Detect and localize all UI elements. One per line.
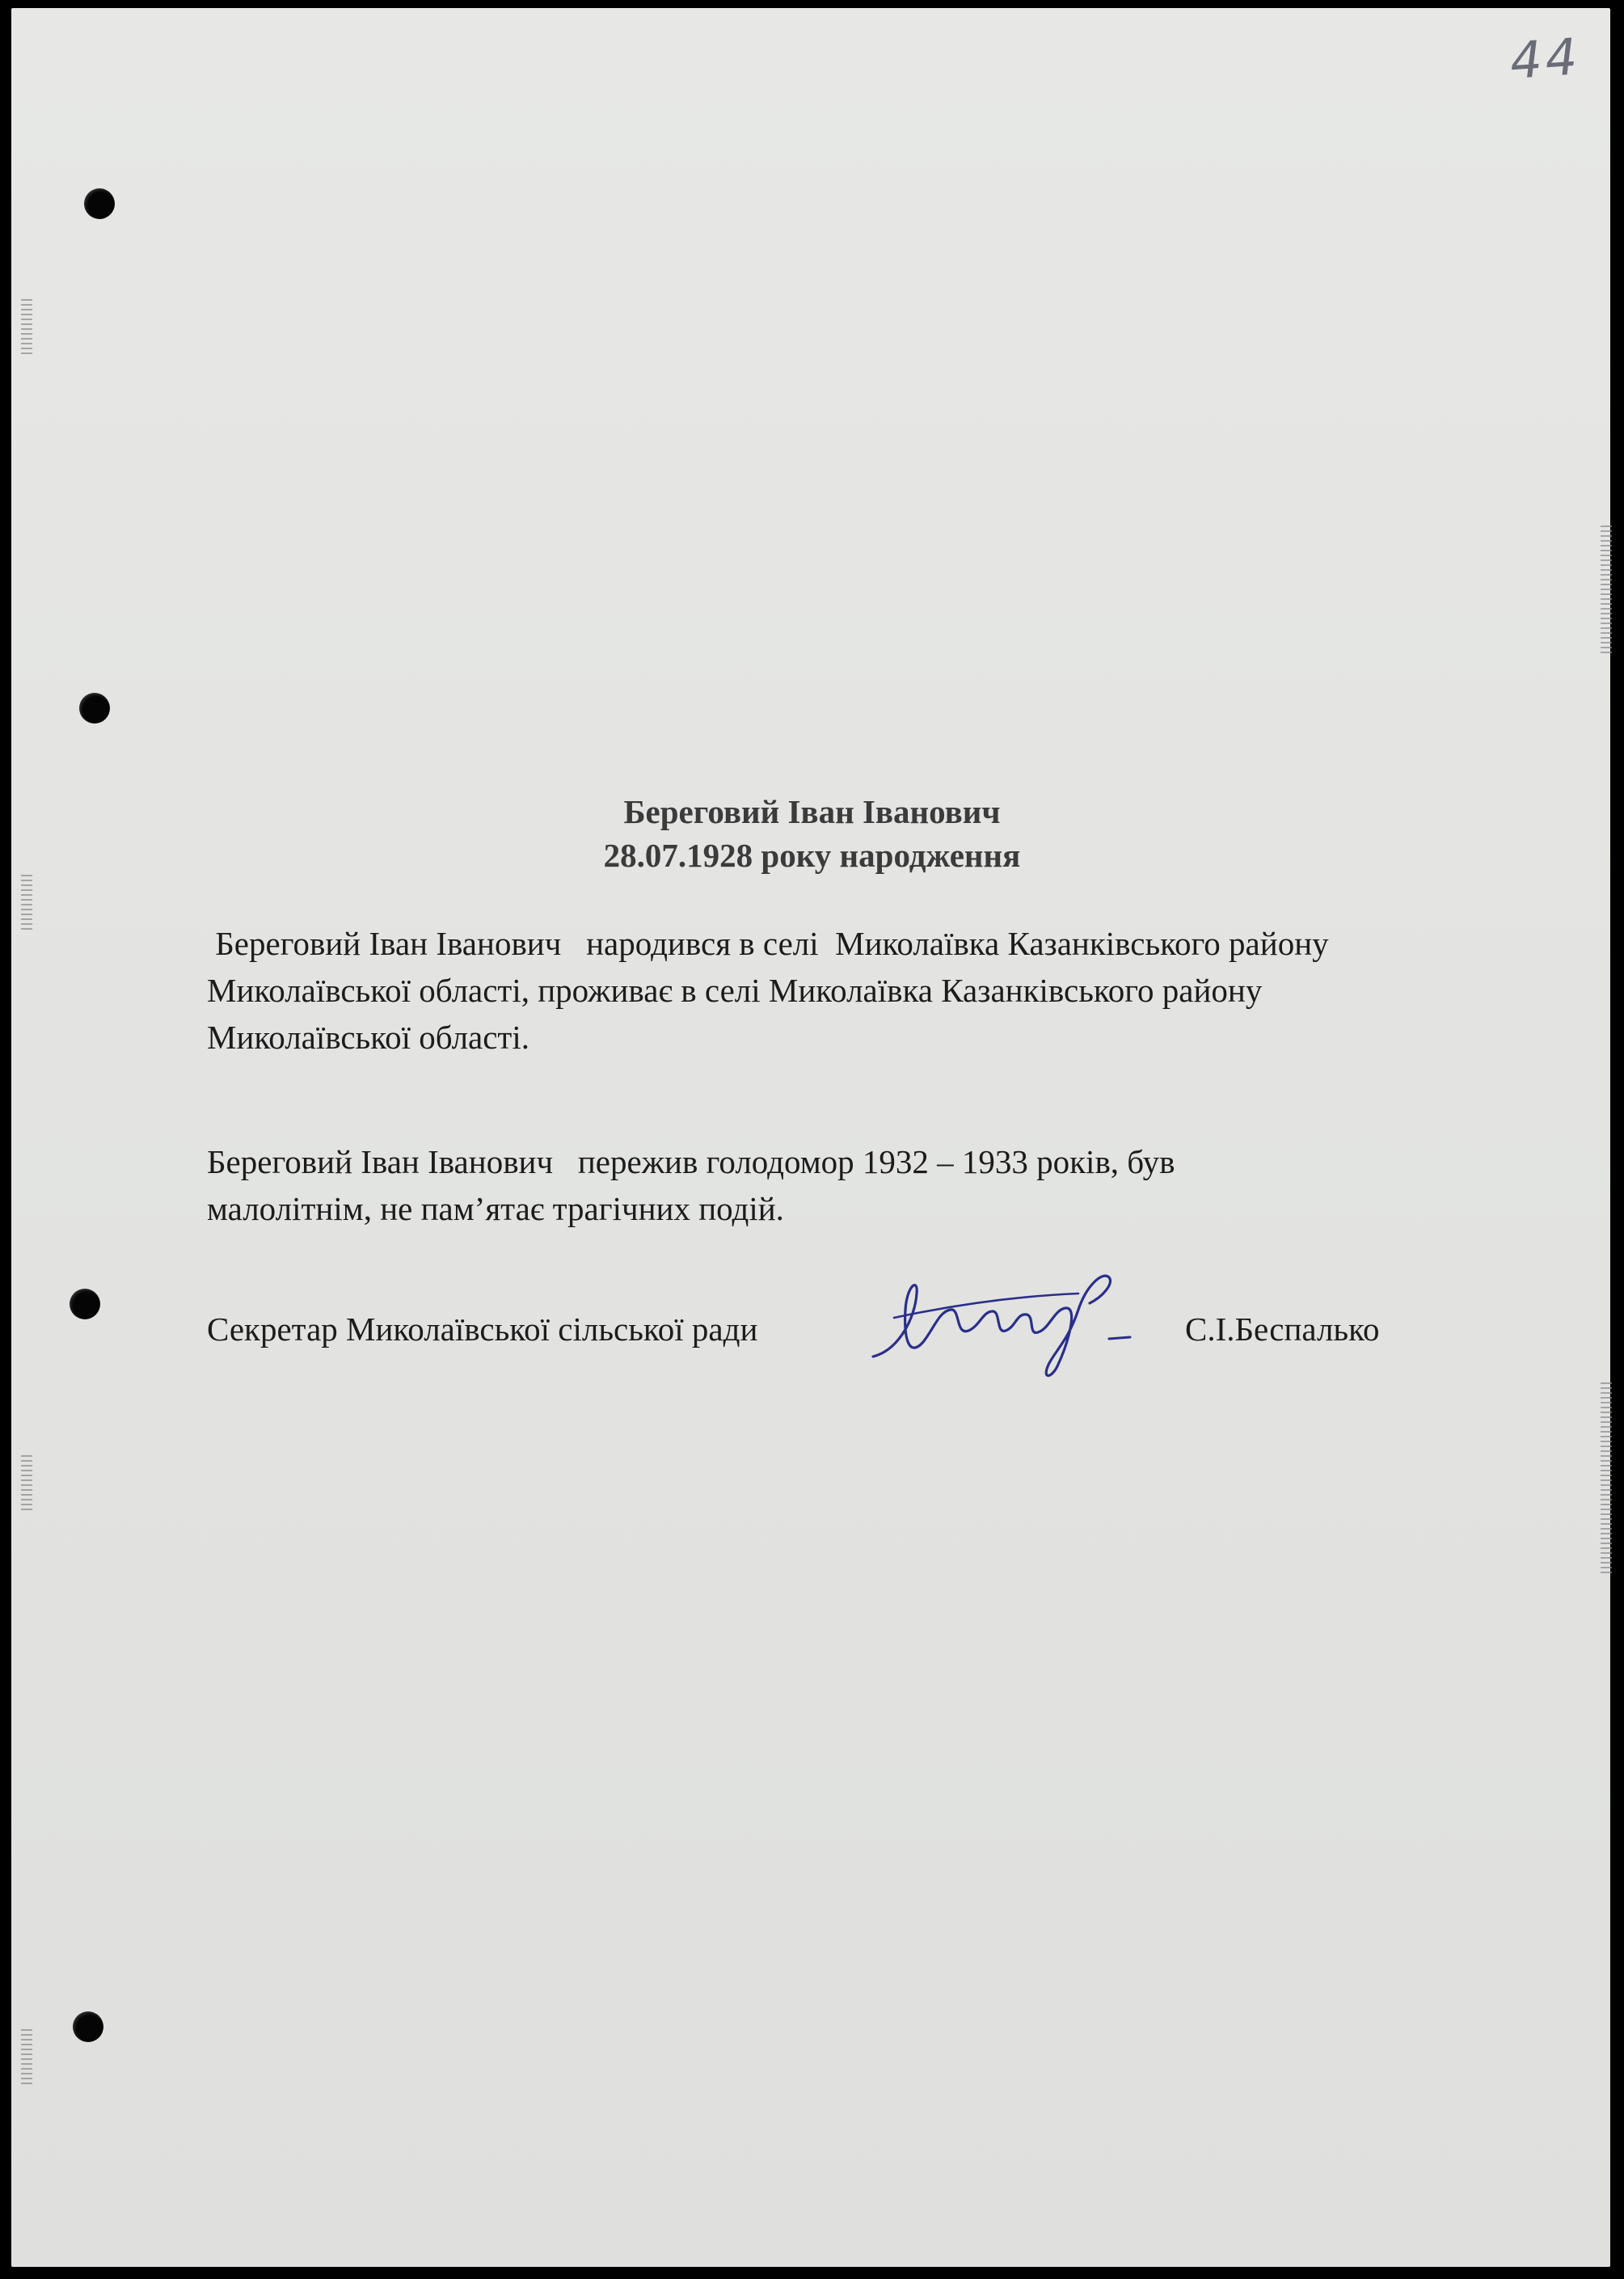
page-number: 44: [1508, 27, 1583, 91]
paper-sheet: [11, 8, 1610, 2267]
signatory-name: С.І.Беспалько: [1185, 1310, 1380, 1348]
binding-marks-left: [21, 299, 32, 356]
punch-hole: [79, 693, 110, 724]
binding-marks-right: [1601, 1382, 1612, 1576]
paragraph-line: малолітнім, не пам’ятає трагічних подій.: [207, 1190, 784, 1227]
binding-marks-right: [1601, 525, 1612, 655]
document-title: Береговий Іван Іванович: [623, 793, 1001, 830]
binding-marks-left: [21, 2029, 32, 2086]
birth-date-line: 28.07.1928 року народження: [603, 837, 1021, 874]
paragraph-line: Береговий Іван Іванович пережив голодомор 1932 – 1933 років, був: [207, 1143, 1175, 1180]
paragraph-line: Береговий Іван Іванович народився в селі Миколаївка Казанківського району: [207, 925, 1329, 962]
binding-marks-left: [21, 875, 32, 931]
punch-hole: [84, 188, 115, 219]
signatory-position: Секретар Миколаївської сільської ради: [207, 1310, 758, 1348]
holodomor-paragraph: [207, 1138, 1516, 1232]
birth-residence-paragraph: [207, 920, 1516, 1061]
paragraph-line: Миколаївської області.: [207, 1019, 529, 1056]
handwritten-signature: [867, 1261, 1166, 1382]
binding-marks-left: [21, 1455, 32, 1512]
signature-row: [0, 1310, 1624, 1358]
punch-hole: [73, 2011, 103, 2042]
paragraph-line: Миколаївської області, проживає в селі Миколаївка Казанківського району: [207, 972, 1263, 1009]
